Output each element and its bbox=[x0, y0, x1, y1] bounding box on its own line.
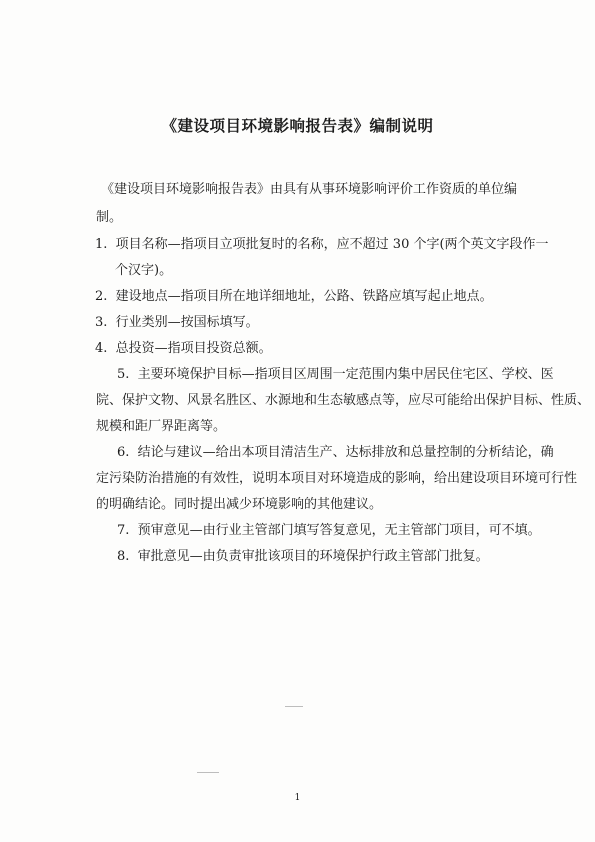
page-number: 1 bbox=[294, 793, 301, 803]
item-5-cont-2: 规模和距厂界距离等。 bbox=[96, 419, 227, 434]
item-6-cont-1: 定污染防治措施的有效性，说明本项目对环境造成的影响，给出建设项目环境可行性 bbox=[96, 471, 578, 486]
item-4: 4. 总投资—指项目投资总额。 bbox=[95, 341, 272, 356]
item-1: 1. 项目名称—指项目立项批复时的名称，应不超过 30 个字(两个英文字段作一 bbox=[95, 237, 549, 252]
intro-line-2: 制。 bbox=[96, 210, 123, 225]
item-7: 7. 预审意见—由行业主管部门填写答复意见，无主管部门项目，可不填。 bbox=[117, 523, 541, 538]
scan-speck bbox=[197, 772, 219, 773]
item-3: 3. 行业类别—按国标填写。 bbox=[95, 315, 259, 330]
item-1-cont: 个汉字)。 bbox=[115, 263, 173, 278]
item-6-cont-2: 的明确结论。同时提出减少环境影响的其他建议。 bbox=[96, 497, 383, 512]
item-8: 8. 审批意见—由负责审批该项目的环境保护行政主管部门批复。 bbox=[117, 549, 489, 564]
document-title: 《建设项目环境影响报告表》编制说明 bbox=[161, 116, 434, 135]
item-2: 2. 建设地点—指项目所在地详细地址，公路、铁路应填写起止地点。 bbox=[95, 289, 493, 304]
scan-speck bbox=[285, 706, 303, 707]
item-5-cont-1: 院、保护文物、风景名胜区、水源地和生态敏感点等，应尽可能给出保护目标、性质、 bbox=[96, 393, 591, 408]
intro-line-1: 《建设项目环境影响报告表》由具有从事环境影响评价工作资质的单位编 bbox=[101, 182, 518, 197]
item-6: 6. 结论与建议—给出本项目清洁生产、达标排放和总量控制的分析结论，确 bbox=[117, 445, 554, 460]
item-5: 5. 主要环境保护目标—指项目区周围一定范围内集中居民住宅区、学校、医 bbox=[117, 367, 554, 382]
